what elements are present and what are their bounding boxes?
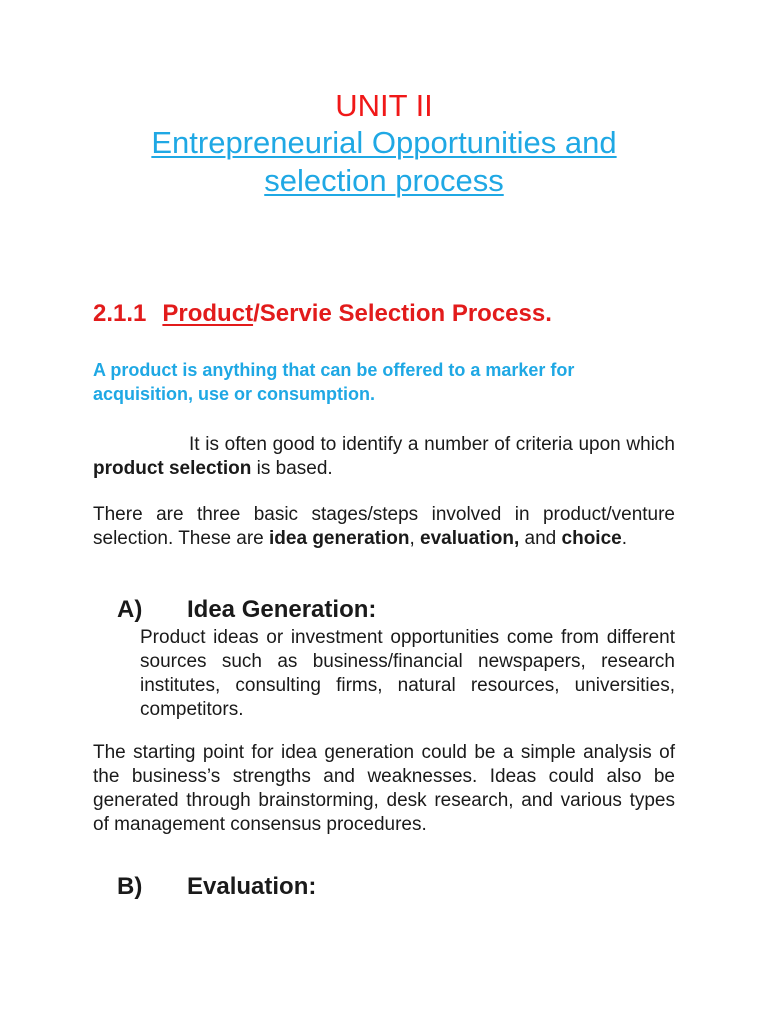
paragraph-starting-point: The starting point for idea generation could be a simple analysis of the business’s strengths and weaknesses. Ideas could also be generated through brainstorming, desk research, and various types of management consensus procedures. [93, 742, 675, 835]
paragraph-criteria [93, 433, 675, 481]
bold-term: idea generation [269, 528, 410, 549]
paragraph-text: , [409, 528, 421, 549]
bold-term: choice [561, 528, 622, 549]
unit-title: UNIT II [335, 88, 433, 123]
paragraph-text: There are three basic stages/steps involved in product/venture selection. These are [93, 504, 675, 549]
subsection-heading-b [117, 871, 316, 903]
paragraph-text: . [621, 528, 628, 549]
subsection-title: Idea Generation: [187, 596, 377, 623]
paragraph-text: is based. [251, 458, 333, 479]
product-definition: A product is anything that can be offered to a marker for acquisition, use or consumption. [93, 360, 575, 404]
paragraph-text: and [519, 528, 562, 549]
section-title-rest: /Servie Selection Process. [253, 300, 552, 327]
paragraph-idea-sources: Product ideas or investment opportunities come from different sources such as business/financial newspapers, research institutes, consulting firms, natural resources, universities, competitors. [140, 627, 675, 720]
paragraph-stages [93, 503, 675, 551]
subsection-label: A) [117, 596, 143, 623]
section-heading [93, 296, 552, 332]
bold-term: product selection [93, 458, 252, 479]
title-line-2: selection process [264, 163, 504, 198]
section-title-underlined: Product [162, 300, 254, 327]
subsection-heading-a [117, 594, 376, 626]
document-title [0, 124, 768, 200]
bold-term: evaluation, [420, 528, 520, 549]
title-line-1: Entrepreneurial Opportunities and [151, 125, 617, 160]
subsection-title: Evaluation: [187, 873, 317, 900]
section-number: 2.1.1 [93, 300, 147, 327]
paragraph-text: It is often good to identify a number of criteria upon which [189, 434, 675, 455]
subsection-label: B) [117, 873, 143, 900]
